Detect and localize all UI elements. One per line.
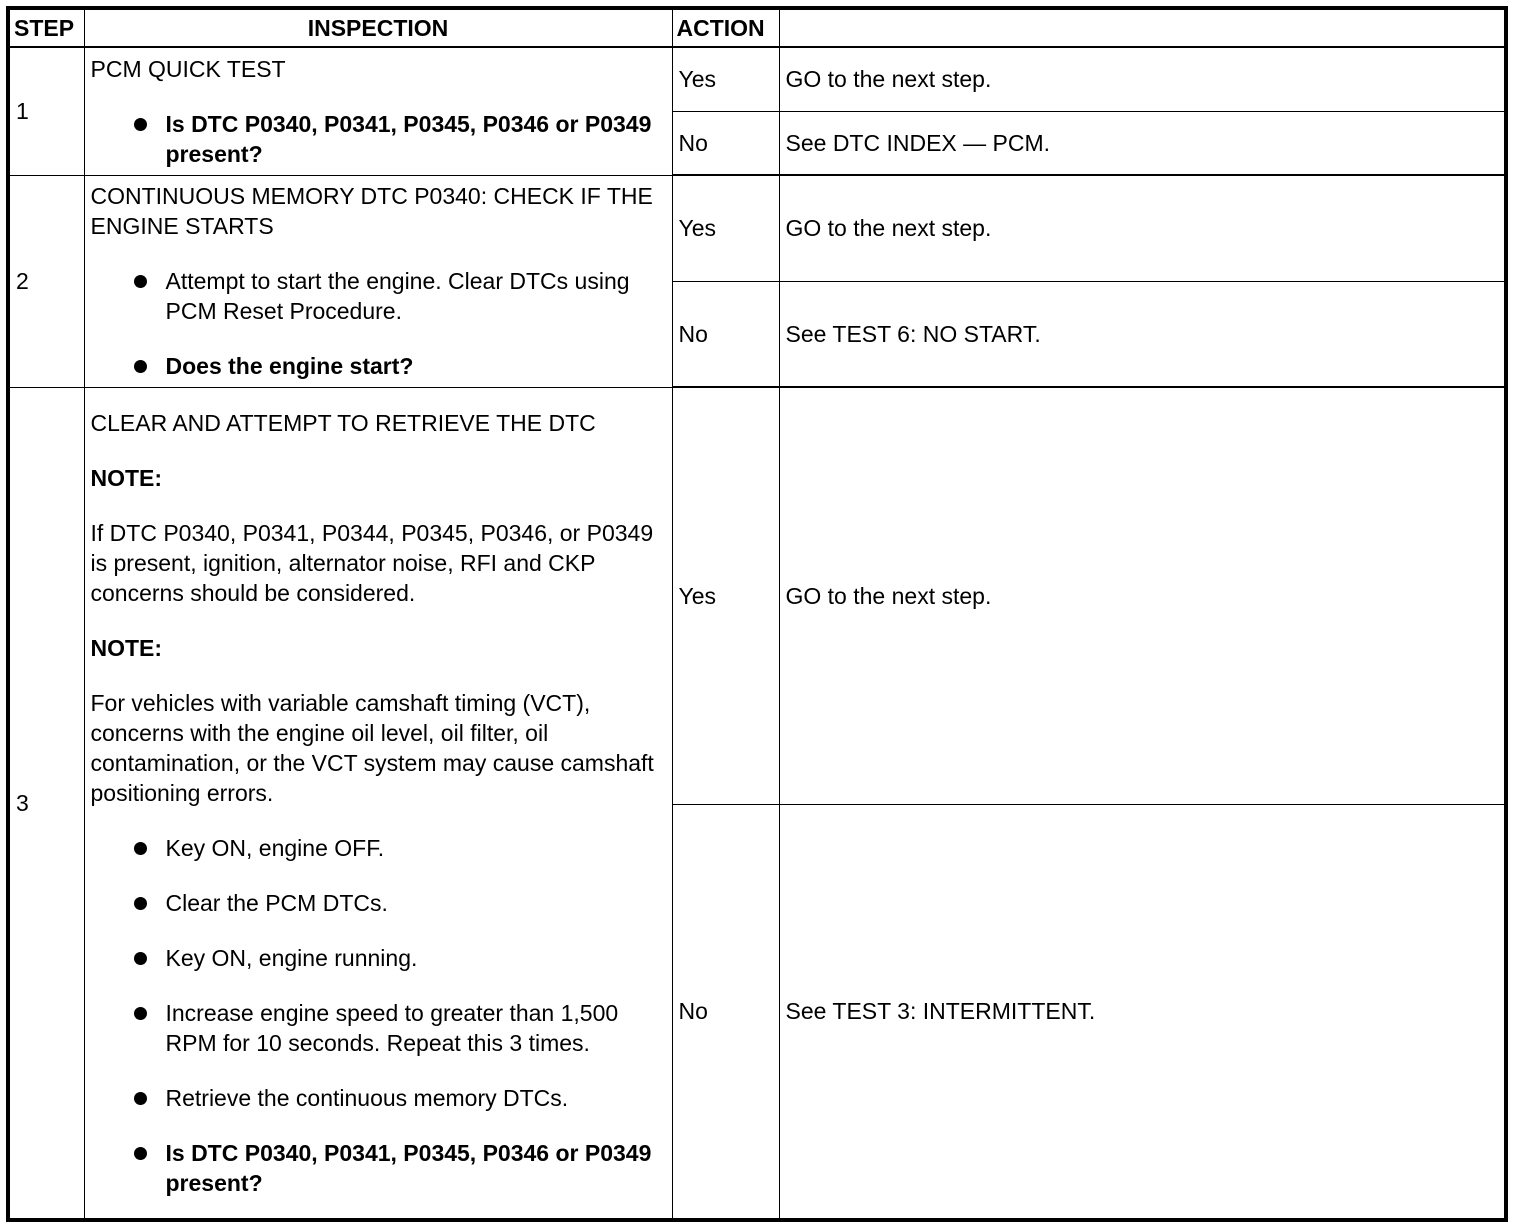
bullet-text: Does the engine start?: [165, 353, 414, 379]
result-yes: GO to the next step.: [779, 47, 1506, 111]
bullet-icon: [134, 118, 147, 131]
step-number: 2: [8, 175, 84, 387]
list-item: [91, 1083, 666, 1113]
list-item: [91, 351, 666, 381]
bullet-text: Attempt to start the engine. Clear DTCs using PCM Reset Procedure.: [165, 268, 630, 324]
header-step: STEP: [8, 8, 84, 47]
bullet-icon: [134, 842, 147, 855]
action-no: No: [672, 111, 779, 175]
inspection-cell: [84, 47, 672, 175]
step-title: CONTINUOUS MEMORY DTC P0340: CHECK IF THE ENGINE STARTS: [90, 183, 653, 239]
table-row: [8, 387, 1506, 804]
bullet-text: Is DTC P0340, P0341, P0345, P0346 or P0349 present?: [165, 1139, 652, 1196]
action-yes: Yes: [672, 175, 779, 281]
result-yes: GO to the next step.: [779, 175, 1506, 281]
bullet-icon: [134, 1007, 147, 1020]
note-label: NOTE:: [90, 634, 163, 661]
note-label: NOTE:: [90, 464, 163, 491]
list-item: [91, 266, 666, 326]
bullet-icon: [134, 897, 147, 910]
diagnostic-table: [6, 6, 1508, 1222]
bullet-text: Is DTC P0340, P0341, P0345, P0346 or P0349 present?: [165, 110, 652, 167]
bullet-list: [91, 266, 666, 381]
action-yes: Yes: [672, 387, 779, 804]
step-number: 3: [8, 387, 84, 1220]
bullet-icon: [134, 1092, 147, 1105]
result-no: See TEST 6: NO START.: [779, 281, 1506, 387]
note-text: For vehicles with variable camshaft timing (VCT), concerns with the engine oil level, oil filter, oil contamination, or the VCT system may cause camshaft positioning errors.: [90, 689, 654, 806]
bullet-text: Key ON, engine OFF.: [165, 834, 385, 861]
result-yes: GO to the next step.: [779, 387, 1506, 804]
bullet-text: Retrieve the continuous memory DTCs.: [165, 1084, 569, 1111]
list-item: [91, 998, 666, 1058]
bullet-icon: [134, 952, 147, 965]
header-action: ACTION: [672, 8, 779, 47]
table-row: [8, 47, 1506, 111]
table-row: [8, 175, 1506, 281]
bullet-text: Key ON, engine running.: [165, 944, 418, 971]
list-item: [91, 943, 666, 973]
bullet-icon: [134, 1147, 147, 1160]
bullet-text: Increase engine speed to greater than 1,500 RPM for 10 seconds. Repeat this 3 times.: [165, 999, 619, 1056]
action-yes: Yes: [672, 47, 779, 111]
result-no: See TEST 3: INTERMITTENT.: [779, 804, 1506, 1220]
header-row: [8, 8, 1506, 47]
bullet-list: [91, 109, 666, 169]
inspection-cell: [84, 175, 672, 387]
result-no: See DTC INDEX — PCM.: [779, 111, 1506, 175]
list-item: [91, 833, 666, 863]
bullet-icon: [134, 360, 147, 373]
list-item: [91, 109, 666, 169]
header-result: [779, 8, 1506, 47]
action-no: No: [672, 804, 779, 1220]
step-title: CLEAR AND ATTEMPT TO RETRIEVE THE DTC: [90, 409, 596, 436]
step-number: 1: [8, 47, 84, 175]
note-text: If DTC P0340, P0341, P0344, P0345, P0346, or P0349 is present, ignition, alternator noise, RFI and CKP concerns should be considered.: [90, 519, 654, 606]
header-inspection: INSPECTION: [84, 8, 672, 47]
list-item: [91, 888, 666, 918]
step-title: PCM QUICK TEST: [90, 55, 286, 82]
list-item: [91, 1138, 666, 1198]
bullet-icon: [134, 275, 147, 288]
inspection-cell: [84, 387, 672, 1220]
bullet-text: Clear the PCM DTCs.: [165, 889, 388, 916]
bullet-list: [91, 833, 666, 1198]
action-no: No: [672, 281, 779, 387]
